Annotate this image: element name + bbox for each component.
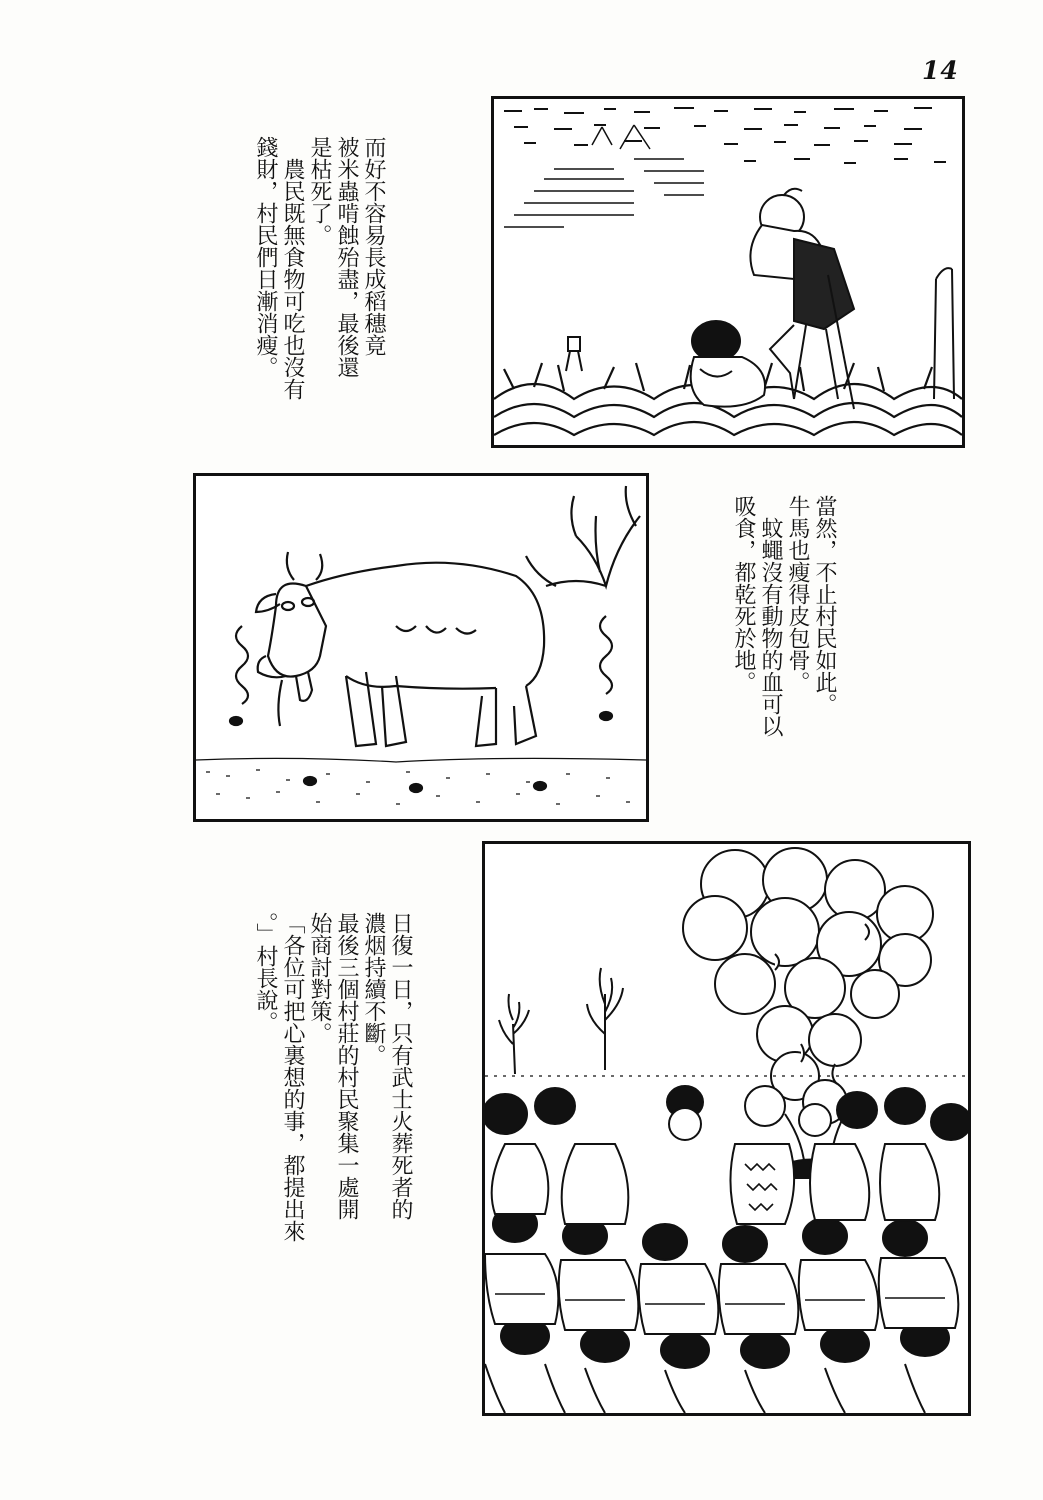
villager-crowd [485,1086,968,1413]
caption-line: 濃烟持續不斷。 [361,912,386,1066]
caption-line: 「各位可把心裏想的事，都提出來 [280,912,305,1242]
caption-line: 。」村長說。 [253,912,278,1033]
ground-stipple [196,758,646,804]
caption-starving-animals [730,495,838,795]
caption-line: 始商討對策。 [307,912,332,1044]
caption-line: 牛馬也瘦得皮包骨。 [785,495,810,693]
caption-line: 而好不容易長成稻穗竟 [361,136,386,356]
caption-line: 被米蟲啃蝕殆盡，最後還 [334,136,359,378]
villagers-gathering-illustration [485,844,968,1413]
fence-post [934,268,954,399]
sky-hatching [504,108,946,163]
bare-trees [499,968,623,1074]
comic-panel-starving-cow [193,473,649,822]
caption-villagers-meeting [252,912,414,1272]
caption-line: 當然，不止村民如此。 [812,495,837,715]
farmers-field-illustration [494,99,962,445]
page-number: 14 [922,56,959,85]
mountain-lines [504,125,704,227]
caption-famine-crops [252,136,387,436]
caption-line: 錢財，村民們日漸消瘦。 [253,136,278,378]
bare-tree [526,486,640,586]
caption-line: 日復一日，只有武士火葬死者的 [388,912,413,1220]
caption-line: 是枯死了。 [307,136,332,246]
caption-line: 最後三個村莊的村民聚集一處開 [334,912,359,1220]
comic-panel-farmers-field [491,96,965,448]
caption-line: 農民既無食物可吃也沒有 [280,158,305,400]
caption-line: 吸食，都乾死於地。 [731,495,756,693]
distant-figure [566,337,582,371]
cow [256,552,544,746]
crouching-farmer [691,321,765,407]
caption-line: 蚊蠅沒有動物的血可以 [758,517,783,737]
starving-cow-illustration [196,476,646,819]
comic-panel-villagers-gathering [482,841,971,1416]
